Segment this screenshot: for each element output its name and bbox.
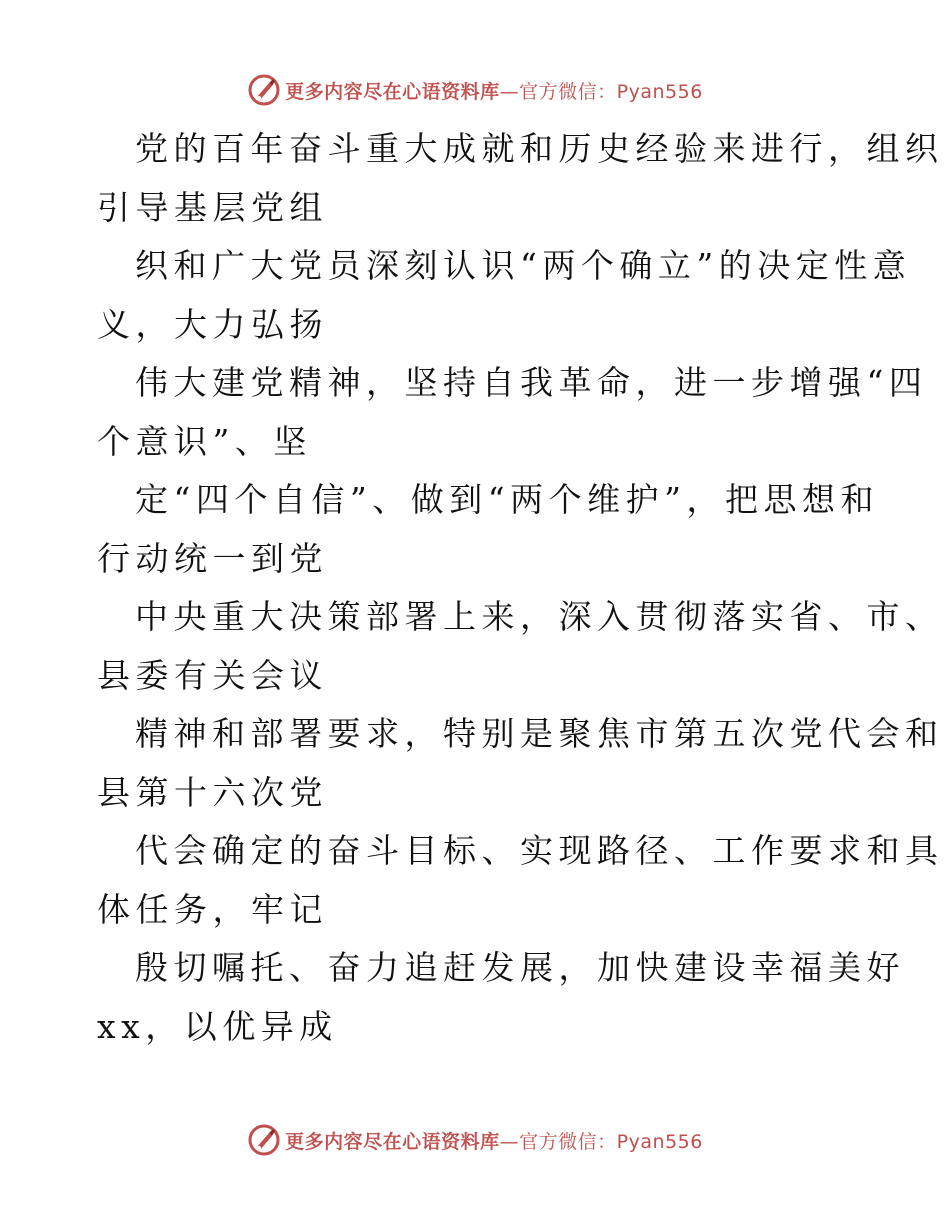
text-line: 行动统一到党: [97, 538, 328, 578]
text-line: 县委有关会议: [97, 655, 328, 695]
document-body: [97, 120, 944, 1056]
text-line: xx，以优异成: [97, 1006, 338, 1046]
watermark-text: [285, 1127, 703, 1154]
text-line: 织和广大党员深刻认识“两个确立”的决定性意: [135, 246, 912, 285]
text-line: 定“四个自信”、做到“两个维护”，把思想和: [135, 480, 879, 519]
pen-nib-logo-icon: [247, 73, 281, 107]
text-line: 引导基层党组: [97, 187, 328, 227]
watermark-rest: —官方微信：Pyan556: [499, 80, 703, 103]
text-line: 党的百年奋斗重大成就和历史经验来进行，组织: [135, 129, 944, 168]
watermark-text: [285, 77, 703, 104]
watermark-lead: 更多内容尽在心语资料库: [285, 1130, 500, 1153]
header-watermark: [0, 70, 950, 110]
text-line: 代会确定的奋斗目标、实现路径、工作要求和具: [135, 831, 944, 870]
pen-nib-logo-icon: [247, 1123, 281, 1157]
footer-watermark: [0, 1120, 950, 1160]
text-line: 个意识”、坚: [97, 421, 312, 461]
watermark-lead: 更多内容尽在心语资料库: [285, 80, 500, 103]
text-line: 体任务，牢记: [97, 889, 328, 929]
text-line: 中央重大决策部署上来，深入贯彻落实省、市、: [135, 597, 944, 636]
text-line: 县第十六次党: [97, 772, 328, 812]
text-line: 精神和部署要求，特别是聚焦市第五次党代会和: [135, 714, 944, 753]
watermark-rest: —官方微信：Pyan556: [499, 1130, 703, 1153]
text-line: 义，大力弘扬: [97, 304, 328, 344]
text-line: 殷切嘱托、奋力追赶发展，加快建设幸福美好: [135, 948, 905, 987]
text-line: 伟大建党精神，坚持自我革命，进一步增强“四: [135, 363, 928, 402]
